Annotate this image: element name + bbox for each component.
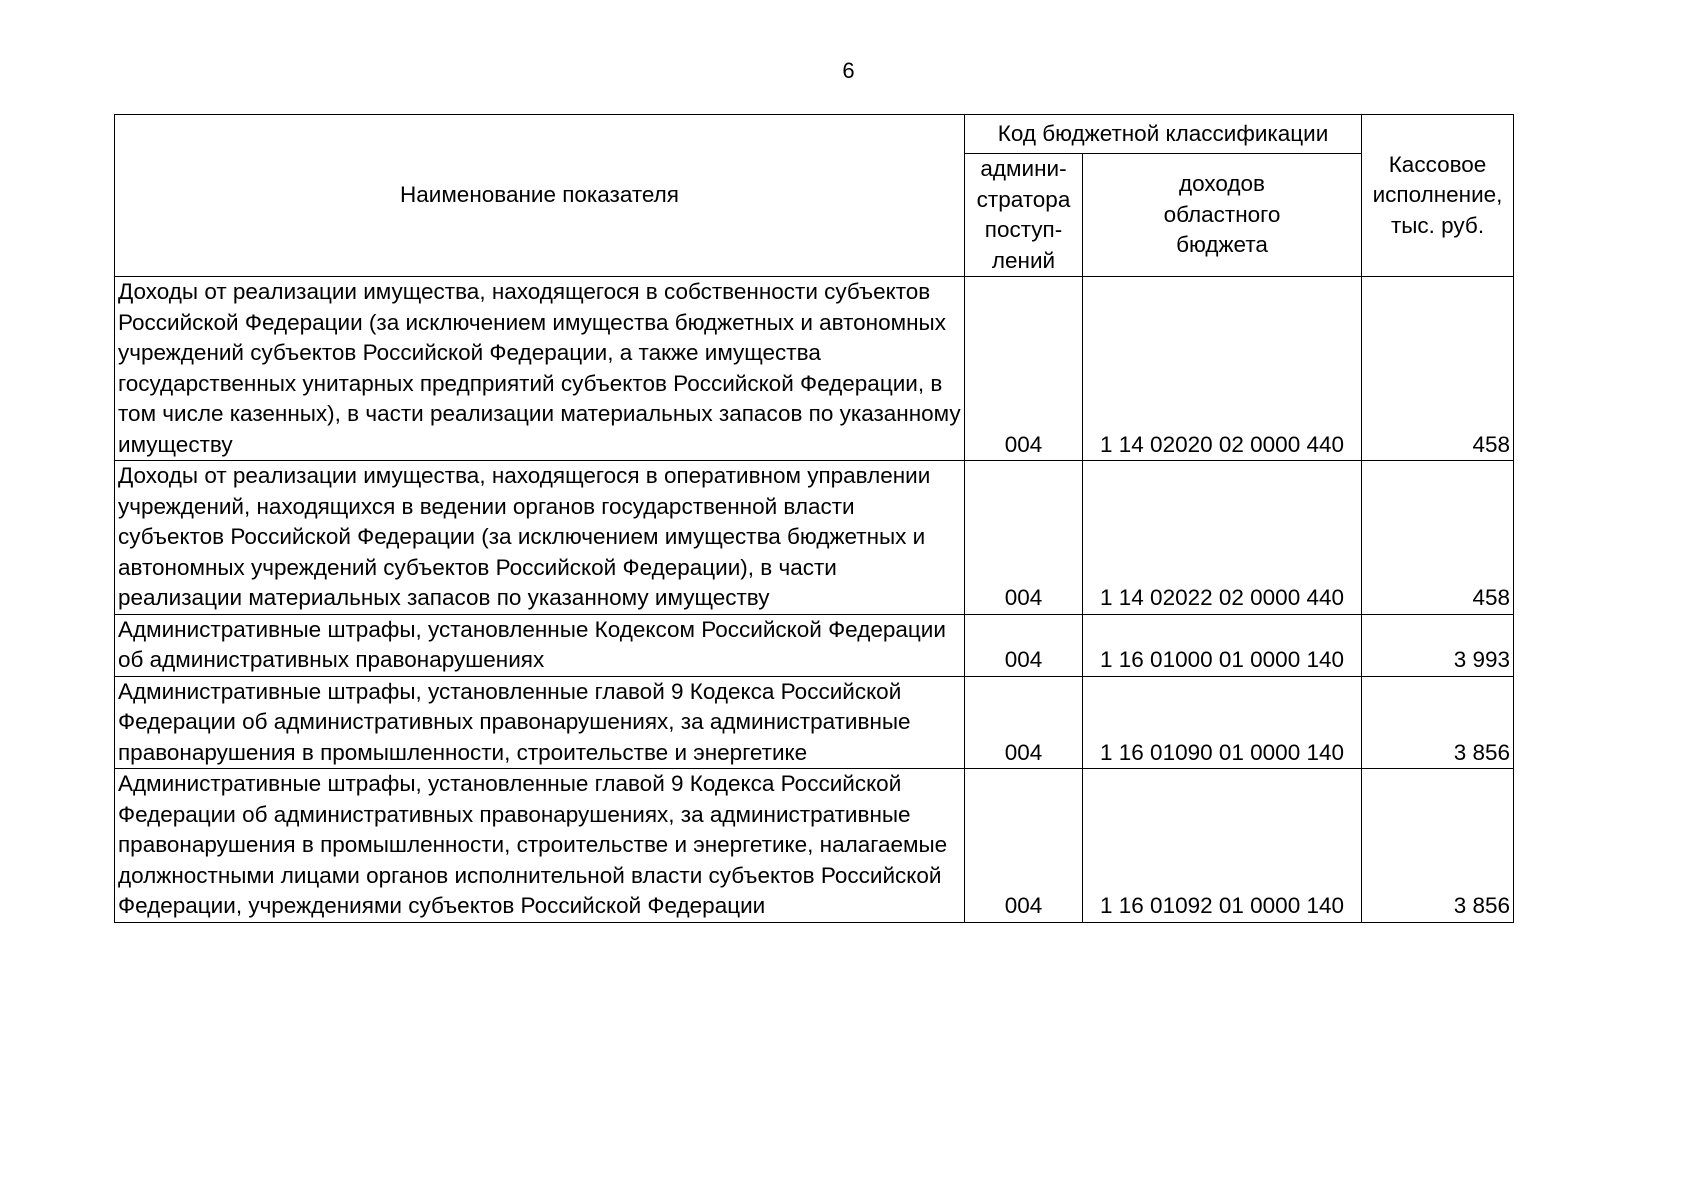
row-cash-amount: 458 (1362, 461, 1514, 615)
table-header (115, 115, 1514, 277)
row-budget-code: 1 14 02020 02 0000 440 (1083, 277, 1362, 461)
table-row (115, 461, 1514, 615)
row-administrator-code: 004 (965, 614, 1083, 676)
row-indicator-name: Административные штрафы, установленные главой 9 Кодекса Российской Федерации об административных правонарушениях, за административные правонарушения в промышленности, строительстве и энергетике, налагаемые должностными лицами органов исполнительной власти субъектов Российской Федерации, учреждениями субъектов Российской Федерации (115, 769, 965, 923)
row-cash-amount: 3 993 (1362, 614, 1514, 676)
row-cash-amount: 3 856 (1362, 769, 1514, 923)
header-cash-execution-label: Кассовое исполнение, тыс. руб. (1372, 151, 1503, 238)
row-administrator-code: 004 (965, 676, 1083, 769)
header-regional-budget-income (1083, 154, 1362, 277)
row-budget-code: 1 16 01000 01 0000 140 (1083, 614, 1362, 676)
row-cash-amount: 458 (1362, 277, 1514, 461)
table-row (115, 277, 1514, 461)
header-administrator (965, 154, 1083, 277)
page-number: 6 (842, 58, 855, 83)
row-administrator-code: 004 (965, 461, 1083, 615)
row-indicator-name: Доходы от реализации имущества, находящегося в оперативном управлении учреждений, находящихся в ведении органов государственной власти субъектов Российской Федерации (за исключением имущества бюджетных и автономных учреждений субъектов Российской Федерации), в части реализации материальных запасов по указанному имуществу (115, 461, 965, 615)
table-row (115, 614, 1514, 676)
row-budget-code: 1 16 01092 01 0000 140 (1083, 769, 1362, 923)
budget-table (114, 114, 1514, 923)
header-classification-code: Код бюджетной классификации (965, 115, 1362, 154)
row-administrator-code: 004 (965, 277, 1083, 461)
row-indicator-name: Административные штрафы, установленные Кодексом Российской Федерации об административных правонарушениях (115, 614, 965, 676)
row-administrator-code: 004 (965, 769, 1083, 923)
row-budget-code: 1 14 02022 02 0000 440 (1083, 461, 1362, 615)
header-indicator-name: Наименование показателя (115, 115, 965, 277)
header-administrator-label: админи- стратора поступ- лений (976, 156, 1071, 273)
header-regional-budget-income-label: доходов областного бюджета (1163, 171, 1281, 258)
row-budget-code: 1 16 01090 01 0000 140 (1083, 676, 1362, 769)
row-indicator-name: Административные штрафы, установленные главой 9 Кодекса Российской Федерации об административных правонарушениях, за административные правонарушения в промышленности, строительстве и энергетике (115, 676, 965, 769)
row-indicator-name: Доходы от реализации имущества, находящегося в собственности субъектов Российской Федерации (за исключением имущества бюджетных и автономных учреждений субъектов Российской Федерации, а также имущества государственных унитарных предприятий субъектов Российской Федерации, в том числе казенных), в части реализации материальных запасов по указанному имуществу (115, 277, 965, 461)
header-cash-execution (1362, 115, 1514, 277)
row-cash-amount: 3 856 (1362, 676, 1514, 769)
table-row (115, 676, 1514, 769)
table-row (115, 769, 1514, 923)
